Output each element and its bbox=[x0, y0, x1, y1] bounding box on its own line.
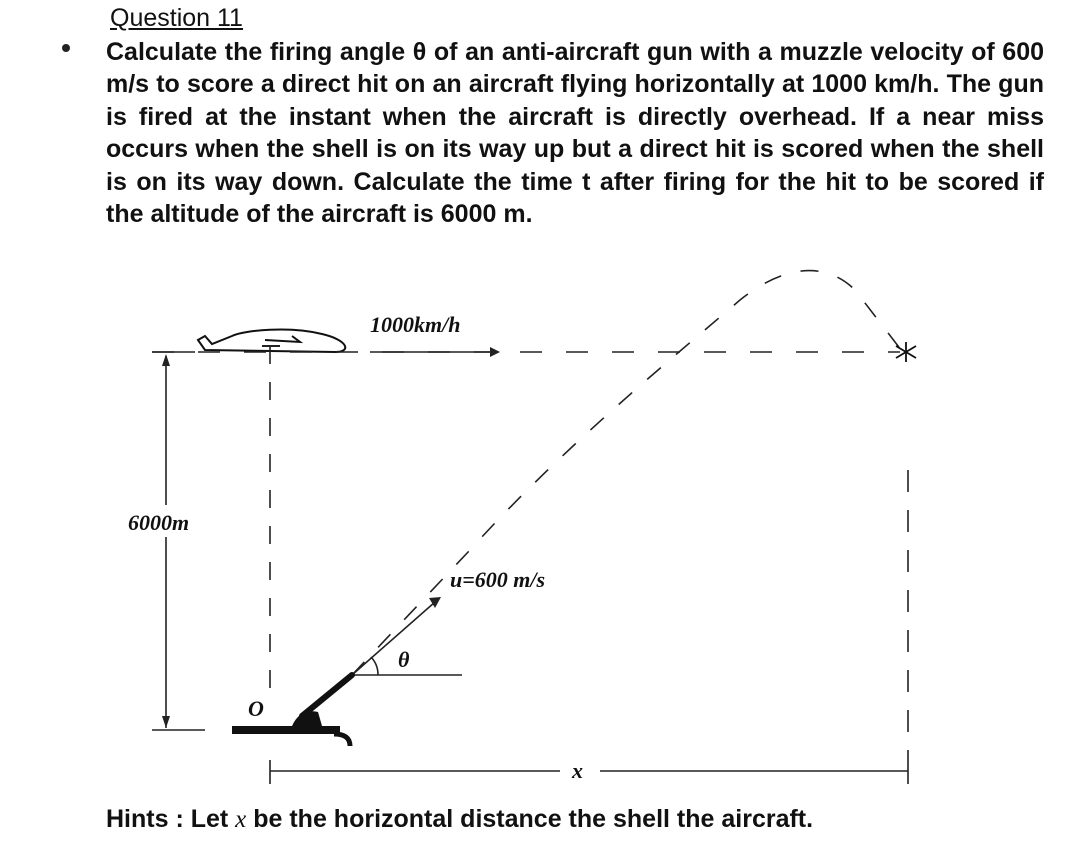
hint-suffix: be the horizontal distance the shell the aircraft. bbox=[253, 805, 814, 833]
question-heading: Question 11 bbox=[110, 4, 243, 32]
altitude-dimension bbox=[152, 352, 205, 730]
aircraft-icon bbox=[198, 330, 345, 352]
speed-label: 1000km/h bbox=[370, 312, 461, 337]
origin-label: O bbox=[248, 696, 264, 721]
velocity-arrow bbox=[352, 597, 441, 675]
angle-label: θ bbox=[398, 647, 410, 672]
hint-variable: x bbox=[235, 806, 247, 833]
velocity-label: u=600 m/s bbox=[450, 567, 546, 592]
altitude-label: 6000m bbox=[128, 510, 190, 535]
speed-arrow bbox=[370, 347, 500, 357]
distance-label: x bbox=[572, 758, 583, 783]
hint-prefix: Hints : Let bbox=[106, 805, 229, 833]
angle-arc bbox=[371, 657, 378, 675]
question-text: Calculate the firing angle θ of an anti-aircraft gun with a muzzle velocity of 600 m/s to score a direct hit on an aircraft flying horizontally at 1000 km/h. The gun is fired at the instant when the aircraft is directly overhead. If a near miss occurs when the shell is on its way up but a direct hit is scored when the shell is on its way down. Calculate the time t after firing for the hit to be scored if the altitude of the aircraft is 6000 m. bbox=[106, 38, 1044, 229]
hint-text bbox=[106, 805, 813, 834]
distance-dimension bbox=[270, 760, 908, 784]
